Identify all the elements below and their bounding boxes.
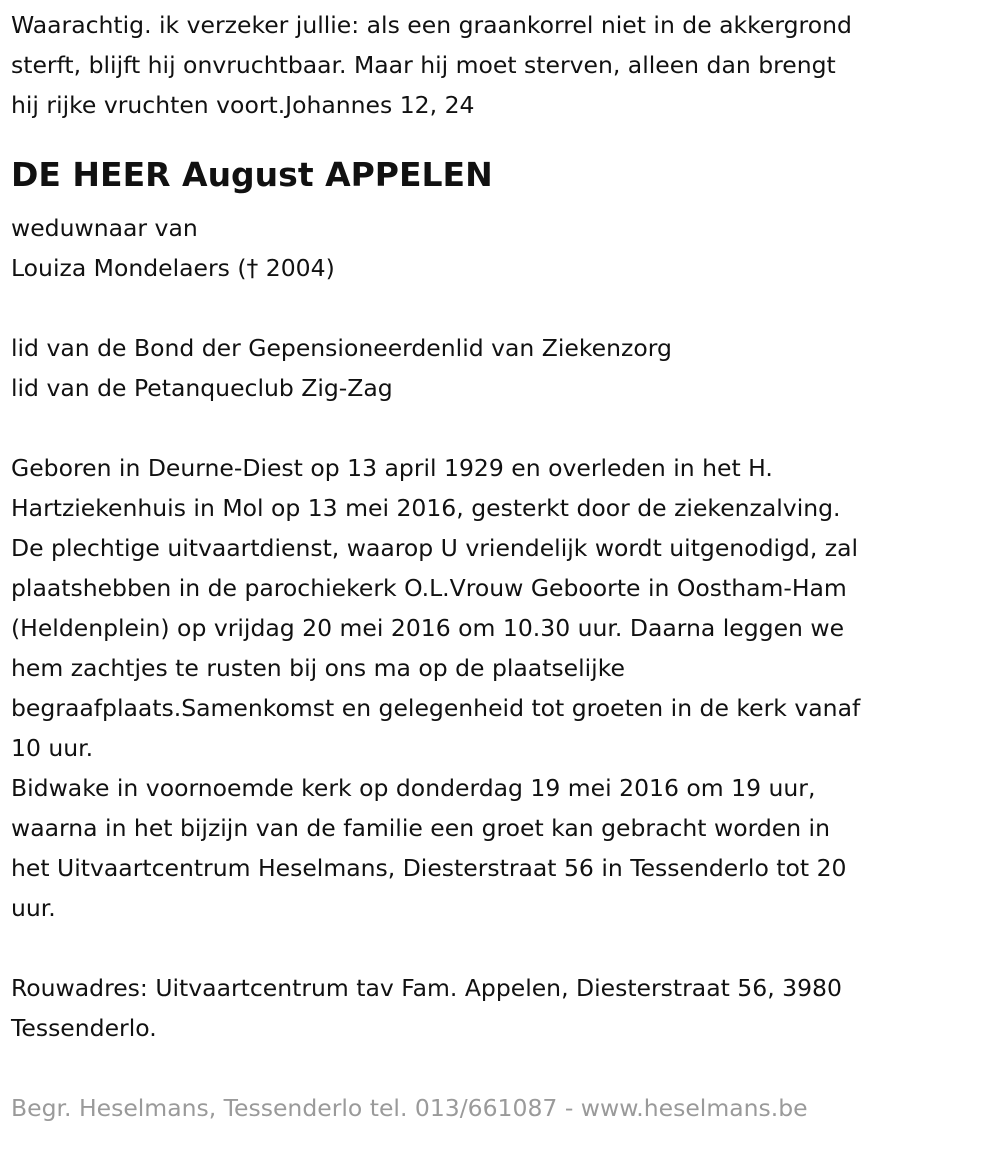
obituary-document bbox=[11, 5, 996, 1128]
body-line: uur. bbox=[11, 894, 56, 922]
body-line: waarna in het bijzijn van de familie een groet kan gebracht worden in bbox=[11, 814, 830, 842]
quote-line: sterft, blijft hij onvruchtbaar. Maar hij moet sterven, alleen dan brengt bbox=[11, 51, 836, 79]
body-line: het Uitvaartcentrum Heselmans, Diesterstraat 56 in Tessenderlo tot 20 bbox=[11, 854, 847, 882]
membership-line: lid van de Bond der Gepensioneerdenlid van Ziekenzorg bbox=[11, 334, 672, 362]
body-line: Hartziekenhuis in Mol op 13 mei 2016, gesterkt door de ziekenzalving. bbox=[11, 494, 841, 522]
body-line: plaatshebben in de parochiekerk O.L.Vrouw Geboorte in Oostham-Ham bbox=[11, 574, 847, 602]
funeral-home-footer: Begr. Heselmans, Tessenderlo tel. 013/661087 - www.heselmans.be bbox=[11, 1094, 808, 1122]
body-line: De plechtige uitvaartdienst, waarop U vriendelijk wordt uitgenodigd, zal bbox=[11, 534, 859, 562]
body-line: (Heldenplein) op vrijdag 20 mei 2016 om 10.30 uur. Daarna leggen we bbox=[11, 614, 845, 642]
body-line: Geboren in Deurne-Diest op 13 april 1929 en overleden in het H. bbox=[11, 454, 773, 482]
deceased-name: DE HEER August APPELEN bbox=[11, 155, 493, 194]
bible-quote bbox=[11, 5, 996, 125]
address-line: Rouwadres: Uitvaartcentrum tav Fam. Appelen, Diesterstraat 56, 3980 bbox=[11, 974, 842, 1002]
quote-line: Waarachtig. ik verzeker jullie: als een graankorrel niet in de akkergrond bbox=[11, 11, 852, 39]
body-line: hem zachtjes te rusten bij ons ma op de plaatselijke bbox=[11, 654, 625, 682]
body-line: begraafplaats.Samenkomst en gelegenheid tot groeten in de kerk vanaf bbox=[11, 694, 861, 722]
address-line: Tessenderlo. bbox=[11, 1014, 157, 1042]
quote-line: hij rijke vruchten voort.Johannes 12, 24 bbox=[11, 91, 475, 119]
body-line: 10 uur. bbox=[11, 734, 94, 762]
spouse-name: Louiza Mondelaers († 2004) bbox=[11, 254, 335, 282]
spouse-label: weduwnaar van bbox=[11, 214, 198, 242]
membership-line: lid van de Petanqueclub Zig-Zag bbox=[11, 374, 393, 402]
body-line: Bidwake in voornoemde kerk op donderdag 19 mei 2016 om 19 uur, bbox=[11, 774, 816, 802]
body-text bbox=[11, 448, 996, 928]
